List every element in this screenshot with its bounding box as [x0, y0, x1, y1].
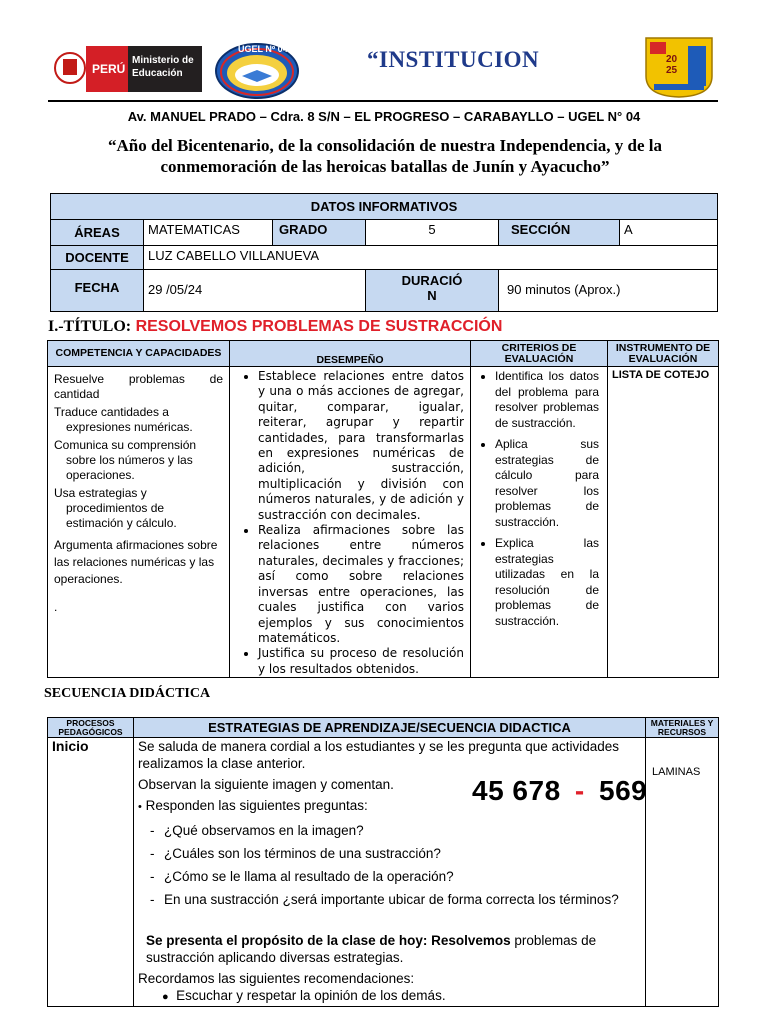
- ugel-text: UGEL Nº 04: [238, 44, 288, 54]
- grado-value: 5: [366, 220, 499, 246]
- capacidad-item: Argumenta afirmaciones sobre las relaciones numéricas y las operaciones.: [54, 538, 218, 586]
- secuencia-table: [47, 717, 719, 1007]
- question-item: - ¿Cómo se le llama al resultado de la operación?: [150, 868, 643, 885]
- title-text: RESOLVEMOS PROBLEMAS DE SUSTRACCIÓN: [135, 318, 503, 335]
- criterio-item: • Aplica sus estrategias de cálculo para resolver los problemas de sustracción.: [495, 437, 599, 530]
- peru-minedu-logo: [48, 42, 204, 96]
- duracion-label: [366, 270, 499, 312]
- school-crest-logo: [644, 36, 714, 98]
- desempeno-item: • Establece relaciones entre datos y una o más acciones de agregar, quitar, comparar, igualar, reiterar, agrupar y repartir cantidades, para transformarlas en expresiones numéricas de adición, sustracción, multiplicación y división con números naturales, y de adición y sustracción con decimales.: [258, 369, 464, 523]
- duracion-value: 90 minutos (Aprox.): [499, 270, 718, 312]
- duracion-label-line1: DURACIÓ: [401, 273, 463, 288]
- fecha-value: 29 /05/24: [144, 270, 366, 312]
- minuend: 45 678: [472, 775, 561, 806]
- proposito-text: [138, 932, 643, 966]
- desempeno-item: • Justifica su proceso de resolución y los resultados obtenidos.: [258, 646, 464, 677]
- fecha-label: FECHA: [51, 270, 144, 312]
- docente-label: DOCENTE: [51, 246, 144, 270]
- competencias-table: [47, 340, 719, 678]
- peru-text: PERÚ: [92, 62, 126, 76]
- header-competencia: COMPETENCIA Y CAPACIDADES: [48, 341, 230, 367]
- materiales-cell: LAMINAS: [646, 738, 719, 1007]
- saludo-text: Se saluda de manera cordial a los estudiantes y se les pregunta que actividades realizamos la clase anterior.: [138, 739, 620, 771]
- preguntas-intro-text: Responden las siguientes preguntas:: [145, 798, 368, 813]
- capacidad-item: Comunica su comprensión sobre los números y las operaciones.: [54, 438, 197, 482]
- criterio-item: • Identifica los datos del problema para resolver problemas de sustracción.: [495, 369, 599, 431]
- criterios-cell: [471, 367, 608, 678]
- areas-label: ÁREAS: [51, 220, 144, 246]
- header-divider: [48, 100, 718, 102]
- header-procesos: PROCESOS PEDAGÓGICOS: [48, 718, 134, 738]
- header-materiales: MATERIALES Y RECURSOS: [646, 718, 719, 738]
- secuencia-title: SECUENCIA DIDÁCTICA: [44, 686, 211, 701]
- capacidad-item: .: [54, 600, 58, 614]
- question-item: - ¿Qué observamos en la imagen?: [150, 822, 643, 839]
- title-prefix: I.-TÍTULO:: [48, 318, 132, 335]
- inicio-label: Inicio: [48, 738, 134, 1007]
- header-instrumento: INSTRUMENTO DE EVALUACIÓN: [608, 341, 719, 367]
- areas-value: MATEMATICAS: [144, 220, 273, 246]
- header-criterios: CRITERIOS DE EVALUACIÓN: [471, 341, 608, 367]
- minus-sign: -: [574, 775, 585, 806]
- ugel-logo: [214, 42, 300, 100]
- header-desempeno: DESEMPEÑO: [230, 341, 471, 367]
- datos-informativos-table: [50, 193, 718, 312]
- crest-year: 2025: [666, 54, 678, 76]
- proposito-rest: problemas de sustracción aplicando diversas estrategias.: [146, 933, 597, 965]
- recomendacion-text: Escuchar y respetar la opinión de los demás.: [176, 988, 446, 1003]
- recomendacion-item: ● Escuchar y respetar la opinión de los demás.: [162, 988, 446, 1003]
- docente-value: LUZ CABELLO VILLANUEVA: [144, 246, 718, 270]
- inicio-content: [134, 738, 646, 1007]
- question-list: [138, 822, 643, 908]
- question-item: - ¿Cuáles son los términos de una sustracción?: [150, 845, 643, 862]
- seccion-value: A: [620, 220, 718, 246]
- institution-title: “INSTITUCION: [367, 47, 540, 72]
- capacidades-cell: [48, 367, 230, 678]
- recomendaciones-text: Recordamos las siguientes recomendaciones:: [138, 971, 415, 986]
- preguntas-intro: • Responden las siguientes preguntas:: [138, 798, 368, 813]
- question-item: - En una sustracción ¿será importante ubicar de forma correcta los términos?: [150, 891, 643, 908]
- desempeno-cell: [230, 367, 471, 678]
- instrumento-cell: LISTA DE COTEJO: [608, 367, 719, 678]
- grado-label: GRADO: [273, 220, 366, 246]
- seccion-label: SECCIÓN: [499, 220, 620, 246]
- minedu-text: Ministerio de Educación: [132, 55, 194, 79]
- datos-title: DATOS INFORMATIVOS: [51, 194, 718, 220]
- criterio-item: • Explica las estrategias utilizadas en la resolución de problemas de sustracción.: [495, 536, 599, 629]
- lesson-title: [48, 318, 502, 336]
- subtraction-operation: [472, 775, 648, 806]
- address-line: Av. MANUEL PRADO – Cdra. 8 S/N – EL PROGRESO – CARABAYLLO – UGEL N° 04: [127, 109, 641, 124]
- capacidad-item: Traduce cantidades a expresiones numéricas.: [54, 405, 193, 434]
- header-estrategias: ESTRATEGIAS DE APRENDIZAJE/SECUENCIA DIDACTICA: [134, 718, 646, 738]
- subtrahend: 569: [599, 775, 648, 806]
- capacidad-item: Resuelve problemas de cantidad: [54, 372, 223, 401]
- capacidad-item: Usa estrategias y procedimientos de estimación y cálculo.: [54, 486, 177, 530]
- duracion-label-line2: N: [427, 288, 437, 303]
- year-motto: “Año del Bicentenario, de la consolidación de nuestra Independencia, y de la conmemoración de las heroicas batallas de Junín y Ayacucho”: [108, 136, 662, 176]
- proposito-bold: Se presenta el propósito de la clase de hoy: Resolvemos: [146, 933, 511, 948]
- observan-text: Observan la siguiente imagen y comentan.: [138, 777, 394, 792]
- desempeno-item: • Realiza afirmaciones sobre las relaciones entre números naturales, decimales y fracciones; así como sobre relaciones inversas entre operaciones, las cuales justifica con varios ejemplos y sus conocimientos matemáticos.: [258, 523, 464, 646]
